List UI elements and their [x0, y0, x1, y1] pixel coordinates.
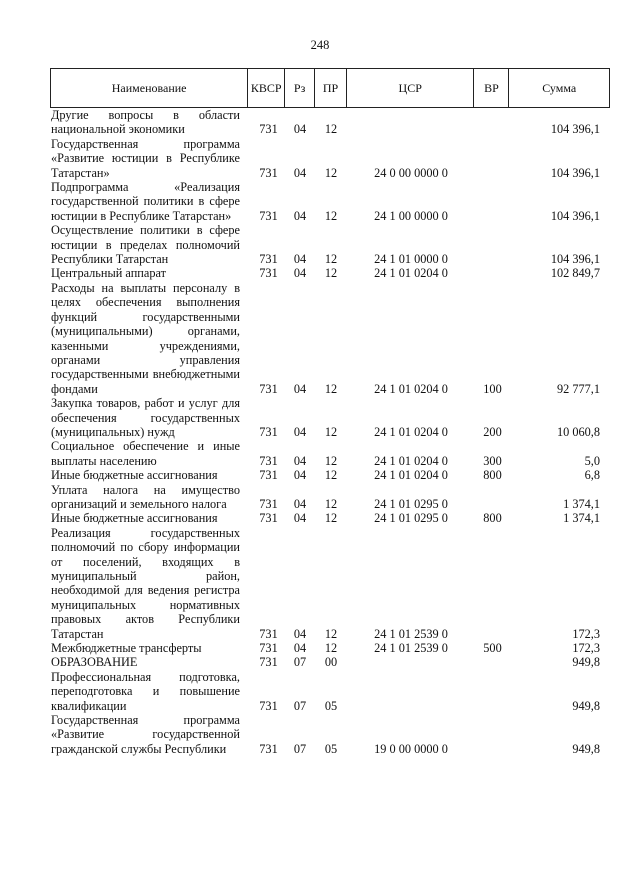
cell-rz: 04 [293, 496, 307, 511]
cell-sum: 949,8 [572, 698, 600, 713]
cell-name: Другие вопросы в области национальной экономики [51, 108, 240, 137]
table-header [50, 68, 610, 108]
cell-name: Иные бюджетные ассигнования [51, 511, 218, 526]
cell-rz: 04 [293, 252, 307, 267]
cell-sum: 10 060,8 [556, 424, 600, 439]
cell-kvsr: 731 [259, 381, 278, 396]
cell-name: Расходы на выплаты персоналу в целях обеспечения выполнения функций государственными (муниципальными) органами, казенными учреждениями, органами управления государственными внебюджетными фондами [51, 280, 240, 396]
cell-sum: 92 777,1 [556, 381, 600, 396]
table-row [50, 137, 610, 180]
header-name: Наименование [51, 69, 248, 107]
cell-pr: 12 [324, 266, 338, 281]
cell-vr: 800 [483, 511, 502, 526]
table-row [50, 439, 610, 468]
cell-sum: 6,8 [584, 468, 600, 483]
cell-name: Государственная программа «Развитие государственной гражданской службы Республики [51, 713, 240, 756]
cell-csr: 24 1 01 0204 0 [374, 266, 448, 281]
table-row [50, 108, 610, 137]
header-rz: Рз [285, 69, 315, 107]
cell-csr: 24 1 01 0000 0 [374, 252, 448, 267]
table-row [50, 281, 610, 396]
cell-name: Социальное обеспечение и иные выплаты населению [51, 439, 240, 468]
cell-pr: 05 [324, 698, 338, 713]
table-row [50, 511, 610, 525]
table-row [50, 223, 610, 266]
cell-name: ОБРАЗОВАНИЕ [51, 655, 138, 670]
cell-pr: 12 [324, 511, 338, 526]
cell-sum: 104 396,1 [550, 252, 600, 267]
cell-sum: 5,0 [584, 453, 600, 468]
cell-name: Государственная программа «Развитие юстиции в Республике Татарстан» [51, 136, 240, 180]
cell-rz: 07 [293, 655, 307, 670]
cell-kvsr: 731 [259, 698, 278, 713]
table-row [50, 180, 610, 223]
cell-pr: 12 [324, 496, 338, 511]
header-sum: Сумма [542, 80, 577, 95]
header-pr: ПР [315, 69, 347, 107]
cell-vr: 800 [483, 468, 502, 483]
cell-name: Подпрограмма «Реализация государственной политики в сфере юстиции в Республике Татарстан» [51, 180, 240, 223]
cell-csr: 24 1 01 2539 0 [374, 626, 448, 641]
table-body [50, 108, 610, 756]
cell-sum: 949,8 [572, 741, 600, 756]
cell-csr: 24 1 01 0204 0 [374, 424, 448, 439]
cell-sum: 172,3 [572, 626, 600, 641]
cell-pr: 12 [324, 208, 338, 223]
cell-kvsr: 731 [259, 252, 278, 267]
table-row [50, 468, 610, 482]
cell-pr: 12 [324, 626, 338, 641]
cell-name: Центральный аппарат [51, 266, 166, 281]
cell-pr: 12 [324, 453, 338, 468]
cell-csr: 24 1 01 0295 0 [374, 511, 448, 526]
cell-kvsr: 731 [259, 655, 278, 670]
cell-kvsr: 731 [259, 468, 278, 483]
cell-name: Осуществление политики в сфере юстиции в пределах полномочий Республики Татарстан [51, 223, 240, 267]
cell-name: Иные бюджетные ассигнования [51, 468, 218, 483]
cell-pr: 12 [324, 641, 338, 656]
cell-sum: 102 849,7 [550, 266, 600, 281]
cell-sum: 1 374,1 [563, 511, 600, 526]
cell-pr: 00 [324, 655, 338, 670]
header-kvsr: КВСР [248, 69, 285, 107]
cell-csr: 24 1 01 0204 0 [374, 453, 448, 468]
budget-table [50, 68, 610, 756]
cell-kvsr: 731 [259, 122, 278, 137]
cell-name: Межбюджетные трансферты [51, 641, 202, 656]
cell-rz: 04 [293, 266, 307, 281]
cell-kvsr: 731 [259, 511, 278, 526]
cell-kvsr: 731 [259, 266, 278, 281]
table-row [50, 396, 610, 439]
cell-rz: 04 [293, 424, 307, 439]
cell-sum: 104 396,1 [550, 122, 600, 137]
header-csr: ЦСР [347, 69, 475, 107]
cell-vr: 500 [483, 641, 502, 656]
cell-kvsr: 731 [259, 496, 278, 511]
cell-rz: 04 [293, 468, 307, 483]
cell-rz: 04 [293, 122, 307, 137]
table-row [50, 266, 610, 280]
cell-pr: 12 [324, 424, 338, 439]
cell-rz: 04 [293, 381, 307, 396]
cell-sum: 104 396,1 [550, 208, 600, 223]
cell-pr: 12 [324, 381, 338, 396]
cell-rz: 04 [293, 208, 307, 223]
table-row [50, 483, 610, 512]
cell-rz: 04 [293, 453, 307, 468]
cell-kvsr: 731 [259, 641, 278, 656]
cell-kvsr: 731 [259, 741, 278, 756]
cell-pr: 12 [324, 165, 338, 180]
cell-csr: 24 1 01 0204 0 [374, 381, 448, 396]
cell-kvsr: 731 [259, 165, 278, 180]
cell-name: Закупка товаров, работ и услуг для обеспечения государственных (муниципальных) нужд [51, 396, 240, 439]
table-row [50, 655, 610, 669]
table-row [50, 641, 610, 655]
cell-rz: 04 [293, 641, 307, 656]
cell-vr: 300 [483, 453, 502, 468]
cell-pr: 12 [324, 252, 338, 267]
cell-sum: 1 374,1 [563, 496, 600, 511]
cell-sum: 172,3 [572, 641, 600, 656]
cell-rz: 04 [293, 511, 307, 526]
cell-csr: 24 1 01 2539 0 [374, 641, 448, 656]
cell-pr: 12 [324, 468, 338, 483]
cell-sum: 949,8 [572, 655, 600, 670]
cell-csr: 24 1 01 0295 0 [374, 496, 448, 511]
header-vr: ВР [474, 69, 509, 107]
cell-name: Профессиональная подготовка, переподготовка и повышение квалификации [51, 669, 240, 713]
cell-rz: 07 [293, 698, 307, 713]
cell-rz: 07 [293, 741, 307, 756]
cell-csr: 24 1 00 0000 0 [374, 208, 448, 223]
page-number: 248 [310, 38, 330, 52]
cell-name: Реализация государственных полномочий по сбору информации от поселений, входящих в муниципальный район, необходимой для ведения регистра муниципальных нормативных правовых актов Республики Татарстан [51, 525, 240, 641]
cell-pr: 12 [324, 122, 338, 137]
cell-kvsr: 731 [259, 424, 278, 439]
cell-rz: 04 [293, 165, 307, 180]
cell-csr: 19 0 00 0000 0 [374, 741, 448, 756]
table-row [50, 526, 610, 641]
cell-sum: 104 396,1 [550, 165, 600, 180]
cell-vr: 200 [483, 424, 502, 439]
cell-kvsr: 731 [259, 626, 278, 641]
cell-vr: 100 [483, 381, 502, 396]
cell-csr: 24 1 01 0204 0 [374, 468, 448, 483]
cell-kvsr: 731 [259, 453, 278, 468]
table-row [50, 713, 610, 756]
table-row [50, 670, 610, 713]
cell-rz: 04 [293, 626, 307, 641]
cell-name: Уплата налога на имущество организаций и земельного налога [51, 482, 240, 511]
cell-kvsr: 731 [259, 208, 278, 223]
cell-pr: 05 [324, 741, 338, 756]
cell-csr: 24 0 00 0000 0 [374, 165, 448, 180]
